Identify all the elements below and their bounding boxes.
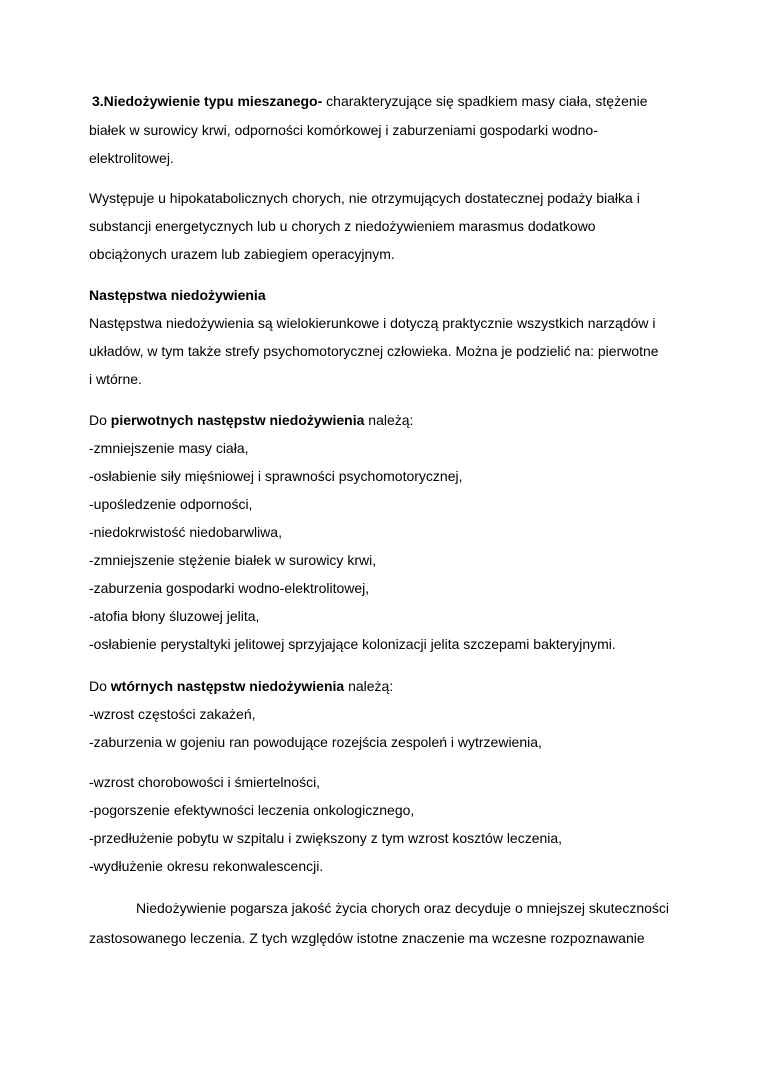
- list-item: -przedłużenie pobytu w szpitalu i zwiększony z tym wzrost kosztów leczenia,: [89, 830, 563, 846]
- secondary-intro-post: należą:: [344, 678, 394, 694]
- occurrence-line-2: substancji energetycznych lub u chorych z niedożywieniem marasmus dodatkowo: [89, 218, 596, 234]
- list-item: -zmniejszenie stężenie białek w surowicy krwi,: [89, 552, 377, 568]
- consequences-line-2: układów, w tym także strefy psychomotorycznej człowieka. Można je podzielić na: pierwotne: [89, 343, 659, 359]
- section3-line-2: białek w surowicy krwi, odporności komórkowej i zaburzeniami gospodarki wodno-: [89, 122, 598, 138]
- section3-line-1-rest: charakteryzujące się spadkiem masy ciała, stężenie: [322, 93, 648, 109]
- list-item: -atofia błony śluzowej jelita,: [89, 608, 260, 624]
- primary-intro-post: należą:: [364, 412, 414, 428]
- list-item: -osłabienie siły mięśniowej i sprawności psychomotorycznej,: [89, 468, 463, 484]
- list-item: -zaburzenia gospodarki wodno-elektrolitowej,: [89, 580, 370, 596]
- list-item: -niedokrwistość niedobarwliwa,: [89, 524, 282, 540]
- occurrence-line-1: Występuje u hipokatabolicznych chorych, nie otrzymujących dostatecznej podaży białka i: [89, 190, 640, 206]
- consequences-line-3: i wtórne.: [89, 371, 142, 387]
- list-item: -wzrost chorobowości i śmiertelności,: [89, 774, 321, 790]
- secondary-intro-bold: wtórnych następstw niedożywienia: [110, 678, 345, 694]
- closing-line-1: Niedożywienie pogarsza jakość życia chorych oraz decyduje o mniejszej skuteczności: [136, 900, 670, 916]
- closing-line-2: zastosowanego leczenia. Z tych względów istotne znaczenie ma wczesne rozpoznawanie: [89, 930, 645, 946]
- primary-intro-bold: pierwotnych następstw niedożywienia: [110, 412, 365, 428]
- section3-line-3: elektrolitowej.: [89, 150, 174, 166]
- secondary-intro-pre: Do: [89, 678, 111, 694]
- consequences-heading-text: Następstwa niedożywienia: [89, 287, 266, 303]
- list-item: -upośledzenie odporności,: [89, 496, 253, 512]
- list-item: -wzrost częstości zakażeń,: [89, 706, 256, 722]
- list-item: -wydłużenie okresu rekonwalescencji.: [89, 858, 324, 874]
- section3-heading: 3.Niedożywienie typu mieszanego-: [92, 93, 323, 109]
- secondary-intro: [89, 677, 393, 695]
- consequences-line-1: Następstwa niedożywienia są wielokierunkowe i dotyczą praktycznie wszystkich narządów i: [89, 315, 656, 331]
- list-item: -osłabienie perystaltyki jelitowej sprzyjające kolonizacji jelita szczepami bakteryjnymi.: [89, 636, 616, 652]
- section3-line-1: [92, 92, 648, 110]
- list-item: -pogorszenie efektywności leczenia onkologicznego,: [89, 802, 415, 818]
- list-item: -zmniejszenie masy ciała,: [89, 440, 249, 456]
- consequences-heading: [89, 286, 266, 304]
- primary-intro-pre: Do: [89, 412, 111, 428]
- list-item: -zaburzenia w gojeniu ran powodujące rozejścia zespoleń i wytrzewienia,: [89, 734, 542, 750]
- primary-intro: [89, 411, 413, 429]
- occurrence-line-3: obciążonych urazem lub zabiegiem operacyjnym.: [89, 246, 395, 262]
